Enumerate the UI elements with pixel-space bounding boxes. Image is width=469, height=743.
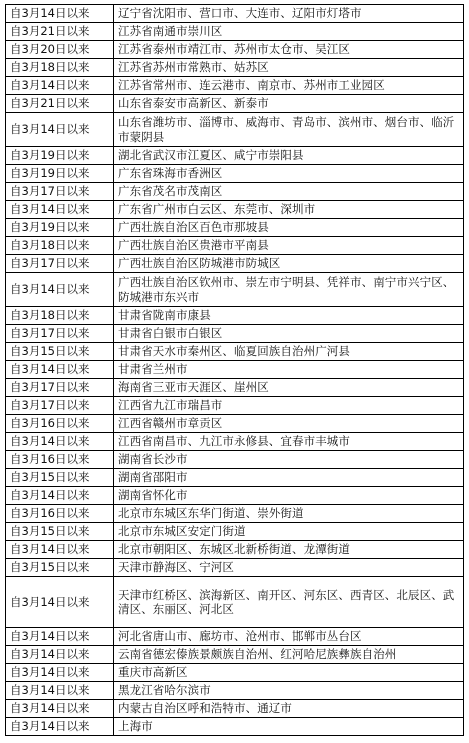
date-cell: 自3月19日以来 [6,165,114,183]
region-cell: 江苏省泰州市靖江市、苏州市太仓市、吴江区 [114,41,464,59]
region-cell: 北京市东城区东华门街道、崇外街道 [114,505,464,523]
region-cell: 广西壮族自治区防城港市防城区 [114,255,464,273]
table-row [6,165,464,183]
region-cell: 甘肃省陇南市康县 [114,307,464,325]
date-cell: 自3月14日以来 [6,700,114,718]
region-cell: 北京市东城区安定门街道 [114,523,464,541]
table-row [6,5,464,23]
date-cell: 自3月15日以来 [6,559,114,577]
date-cell: 自3月14日以来 [6,577,114,628]
date-cell: 自3月18日以来 [6,307,114,325]
region-cell: 甘肃省天水市秦州区、临夏回族自治州广河县 [114,343,464,361]
region-cell: 北京市朝阳区、东城区北新桥街道、龙潭街道 [114,541,464,559]
region-cell: 江苏省常州市、连云港市、南京市、苏州市工业园区 [114,77,464,95]
region-cell: 海南省三亚市天涯区、崖州区 [114,379,464,397]
region-cell: 广东省珠海市香洲区 [114,165,464,183]
table-row [6,361,464,379]
table-row [6,59,464,77]
table-row [6,559,464,577]
table-row [6,505,464,523]
date-cell: 自3月18日以来 [6,59,114,77]
table-row [6,487,464,505]
date-cell: 自3月14日以来 [6,273,114,307]
region-cell: 江苏省苏州市常熟市、姑苏区 [114,59,464,77]
region-cell: 江西省九江市瑞昌市 [114,397,464,415]
date-cell: 自3月14日以来 [6,541,114,559]
region-cell: 广东省广州市白云区、东莞市、深圳市 [114,201,464,219]
region-cell: 湖北省武汉市江夏区、咸宁市崇阳县 [114,147,464,165]
date-cell: 自3月19日以来 [6,219,114,237]
date-cell: 自3月18日以来 [6,237,114,255]
table-row [6,237,464,255]
table-row [6,415,464,433]
table-row [6,646,464,664]
region-cell: 广西壮族自治区贵港市平南县 [114,237,464,255]
date-cell: 自3月19日以来 [6,147,114,165]
table-row [6,273,464,307]
date-cell: 自3月15日以来 [6,523,114,541]
region-cell: 广西壮族自治区钦州市、崇左市宁明县、凭祥市、南宁市兴宁区、防城港市东兴市 [114,273,464,307]
region-cell: 江苏省南通市崇川区 [114,23,464,41]
date-cell: 自3月14日以来 [6,77,114,95]
date-cell: 自3月14日以来 [6,664,114,682]
document [5,4,463,736]
region-cell: 上海市 [114,718,464,736]
table-row [6,541,464,559]
date-cell: 自3月14日以来 [6,201,114,219]
region-table [5,4,464,736]
table-row [6,523,464,541]
date-cell: 自3月17日以来 [6,325,114,343]
table-row [6,183,464,201]
date-cell: 自3月17日以来 [6,397,114,415]
date-cell: 自3月20日以来 [6,41,114,59]
region-cell: 湖南省怀化市 [114,487,464,505]
table-row [6,307,464,325]
table-row [6,628,464,646]
table-row [6,343,464,361]
date-cell: 自3月16日以来 [6,451,114,469]
table-row [6,379,464,397]
table-row [6,664,464,682]
region-table-body [6,5,464,736]
table-row [6,147,464,165]
region-cell: 天津市红桥区、滨海新区、南开区、河东区、西青区、北辰区、武清区、东丽区、河北区 [114,577,464,628]
date-cell: 自3月16日以来 [6,505,114,523]
date-cell: 自3月16日以来 [6,415,114,433]
region-cell: 广西壮族自治区百色市那坡县 [114,219,464,237]
region-cell: 甘肃省兰州市 [114,361,464,379]
region-cell: 甘肃省白银市白银区 [114,325,464,343]
table-row [6,95,464,113]
table-row [6,451,464,469]
table-row [6,219,464,237]
region-cell: 湖南省长沙市 [114,451,464,469]
region-cell: 辽宁省沈阳市、营口市、大连市、辽阳市灯塔市 [114,5,464,23]
date-cell: 自3月14日以来 [6,361,114,379]
region-cell: 重庆市高新区 [114,664,464,682]
date-cell: 自3月14日以来 [6,718,114,736]
date-cell: 自3月17日以来 [6,255,114,273]
date-cell: 自3月21日以来 [6,95,114,113]
table-row [6,469,464,487]
table-row [6,77,464,95]
date-cell: 自3月15日以来 [6,469,114,487]
region-cell: 河北省唐山市、廊坊市、沧州市、邯郸市丛台区 [114,628,464,646]
region-cell: 湖南省邵阳市 [114,469,464,487]
region-cell: 广东省茂名市茂南区 [114,183,464,201]
table-row [6,113,464,147]
date-cell: 自3月17日以来 [6,183,114,201]
table-row [6,718,464,736]
table-row [6,682,464,700]
date-cell: 自3月14日以来 [6,487,114,505]
table-row [6,325,464,343]
region-cell: 山东省潍坊市、淄博市、威海市、青岛市、滨州市、烟台市、临沂市蒙阴县 [114,113,464,147]
region-cell: 江西省赣州市章贡区 [114,415,464,433]
table-row [6,577,464,628]
region-cell: 天津市静海区、宁河区 [114,559,464,577]
table-row [6,201,464,219]
date-cell: 自3月14日以来 [6,113,114,147]
region-cell: 内蒙古自治区呼和浩特市、通辽市 [114,700,464,718]
date-cell: 自3月14日以来 [6,5,114,23]
region-cell: 黑龙江省哈尔滨市 [114,682,464,700]
date-cell: 自3月21日以来 [6,23,114,41]
date-cell: 自3月14日以来 [6,433,114,451]
table-row [6,23,464,41]
date-cell: 自3月14日以来 [6,682,114,700]
table-row [6,255,464,273]
date-cell: 自3月14日以来 [6,646,114,664]
table-row [6,397,464,415]
region-cell: 云南省德宏傣族景颇族自治州、红河哈尼族彝族自治州 [114,646,464,664]
date-cell: 自3月15日以来 [6,343,114,361]
table-row [6,41,464,59]
date-cell: 自3月17日以来 [6,379,114,397]
table-row [6,433,464,451]
region-cell: 山东省泰安市高新区、新泰市 [114,95,464,113]
date-cell: 自3月14日以来 [6,628,114,646]
region-cell: 江西省南昌市、九江市永修县、宜春市丰城市 [114,433,464,451]
table-row [6,700,464,718]
